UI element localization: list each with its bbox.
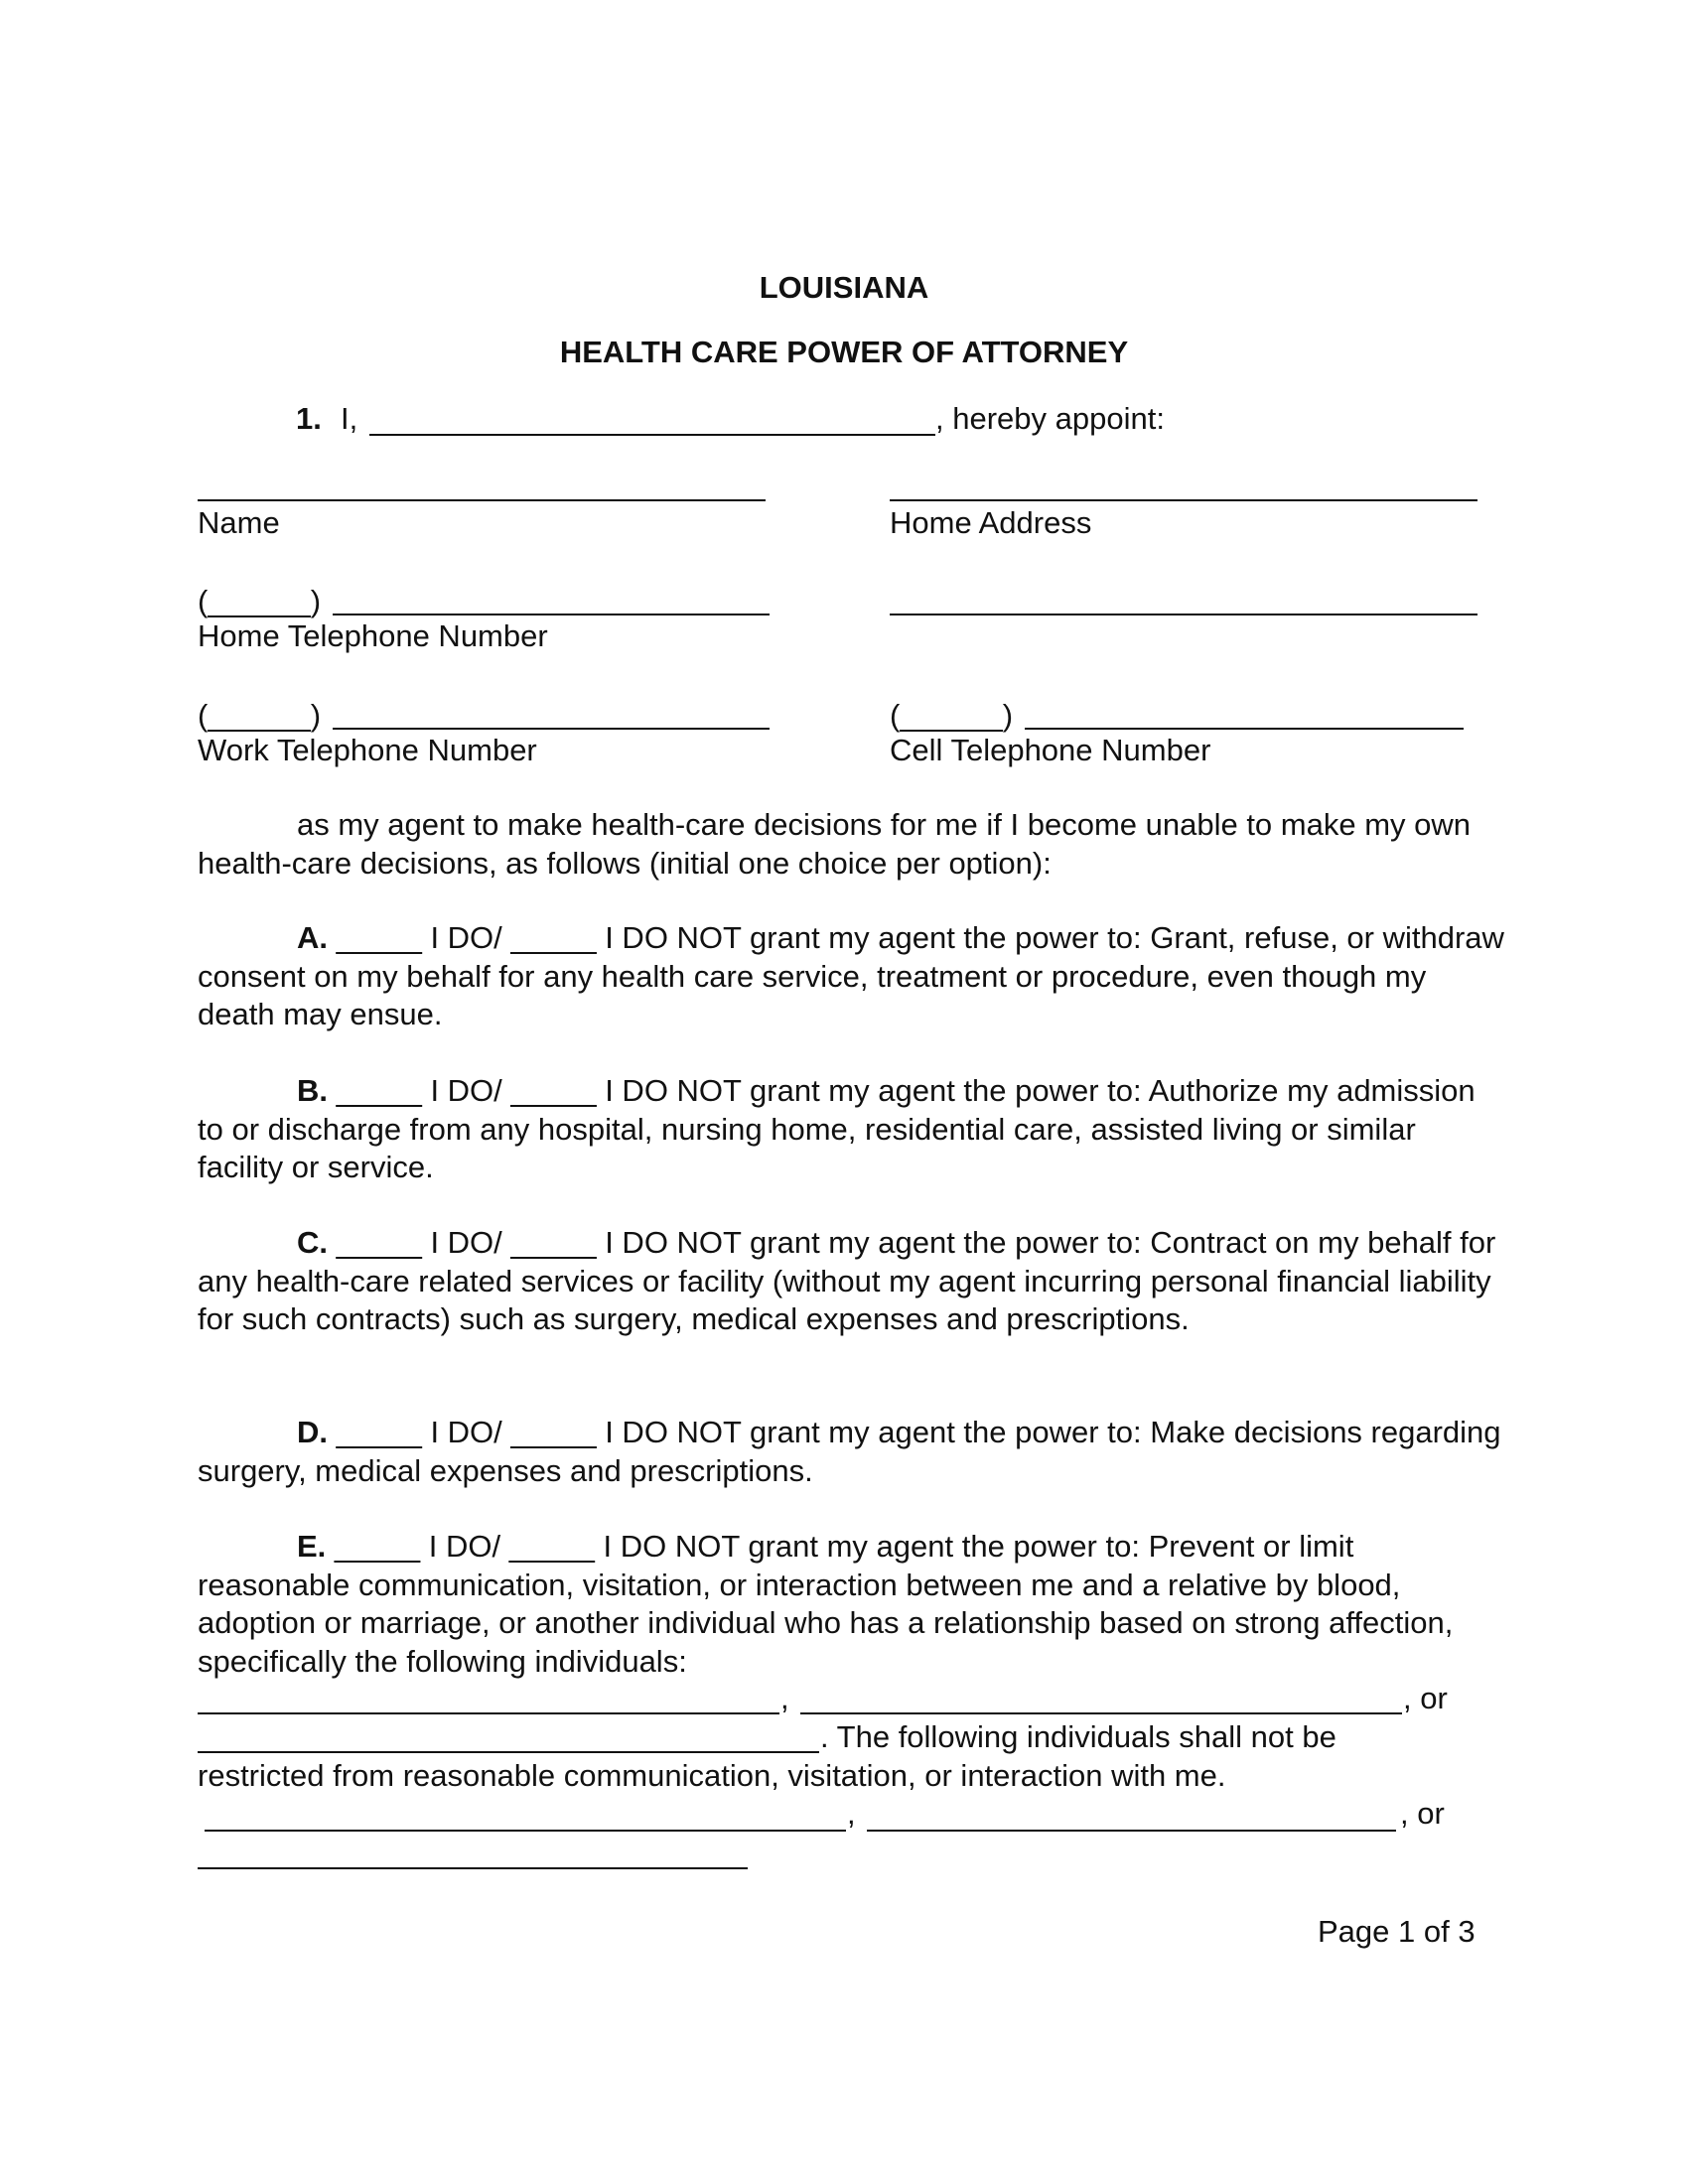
home-address-line2-field[interactable]: [890, 614, 1477, 615]
work-phone-label: Work Telephone Number: [198, 733, 537, 767]
not-restricted-text: . The following individuals shall not be: [820, 1719, 1336, 1754]
restricted-individual-2-field[interactable]: [800, 1712, 1402, 1714]
name-label: Name: [198, 505, 280, 540]
cell-phone-label: Cell Telephone Number: [890, 733, 1211, 767]
option-d-initials[interactable]: _____ I DO/ _____ I DO NOT grant my agent the power to:: [336, 1415, 1142, 1449]
cell-phone-area-code[interactable]: (______): [890, 698, 1014, 733]
option-c-initials[interactable]: _____ I DO/ _____ I DO NOT grant my agent the power to:: [336, 1225, 1142, 1260]
intro-paragraph: as my agent to make health-care decisions for me if I become unable to make my own health-care decisions, as follows (initial one choice per option):: [198, 807, 1472, 881]
principal-name-field[interactable]: [369, 434, 935, 436]
option-e-initials[interactable]: _____ I DO/ _____ I DO NOT grant my agent the power to:: [334, 1529, 1140, 1564]
option-a-initials[interactable]: _____ I DO/ _____ I DO NOT grant my agent the power to:: [336, 920, 1142, 955]
option-b: B. _____ I DO/ _____ I DO NOT grant my agent the power to: Authorize my admission to or discharge from any hospital, nursing home, residential care, assisted living or similar facility or service.: [198, 1073, 1476, 1184]
option-e: E. _____ I DO/ _____ I DO NOT grant my agent the power to: Prevent or limit reasonable communication, visitation, or interaction between me and a relative by blood, adoption or marriage, or another individual who has a relationship based on strong affection, specifically the following individuals:: [198, 1529, 1454, 1679]
work-phone-area-code[interactable]: (______): [198, 698, 322, 733]
or-text-2: , or: [1400, 1796, 1445, 1831]
home-phone-label: Home Telephone Number: [198, 618, 548, 653]
not-restricted-text-2: restricted from reasonable communication, visitation, or interaction with me.: [198, 1758, 1226, 1793]
page-number: Page 1 of 3: [1318, 1914, 1476, 1949]
or-text: , or: [1403, 1681, 1448, 1715]
option-a: A. _____ I DO/ _____ I DO NOT grant my agent the power to: Grant, refuse, or withdraw consent on my behalf for any health care service, treatment or procedure, even though my death may ensue.: [198, 920, 1504, 1031]
appoint-prefix: I,: [341, 401, 358, 436]
permitted-individual-1-field[interactable]: [205, 1830, 846, 1832]
section-number: 1.: [296, 401, 322, 436]
restricted-individual-3-field[interactable]: [198, 1751, 819, 1753]
home-phone-field[interactable]: [333, 614, 770, 615]
option-b-initials[interactable]: _____ I DO/ _____ I DO NOT grant my agent the power to:: [336, 1073, 1142, 1108]
agent-name-field[interactable]: [198, 499, 766, 501]
comma-2: ,: [847, 1796, 856, 1831]
document-state-title: LOUISIANA: [759, 270, 929, 305]
home-address-field[interactable]: [890, 499, 1477, 501]
work-phone-field[interactable]: [333, 728, 770, 730]
home-address-label: Home Address: [890, 505, 1092, 540]
option-d: D. _____ I DO/ _____ I DO NOT grant my agent the power to: Make decisions regarding surgery, medical expenses and prescriptions.: [198, 1415, 1501, 1488]
home-phone-area-code[interactable]: (______): [198, 584, 322, 618]
document-title: HEALTH CARE POWER OF ATTORNEY: [559, 335, 1129, 369]
restricted-individual-1-field[interactable]: [198, 1712, 779, 1714]
cell-phone-field[interactable]: [1025, 728, 1464, 730]
permitted-individual-3-field[interactable]: [198, 1867, 748, 1869]
permitted-individual-2-field[interactable]: [867, 1830, 1396, 1832]
option-c: C. _____ I DO/ _____ I DO NOT grant my agent the power to: Contract on my behalf for any health-care related services or facility (without my agent incurring personal financial liability for such contracts) such as surgery, medical expenses and prescriptions.: [198, 1225, 1496, 1336]
comma: ,: [780, 1681, 789, 1715]
appoint-suffix: , hereby appoint:: [935, 401, 1165, 436]
